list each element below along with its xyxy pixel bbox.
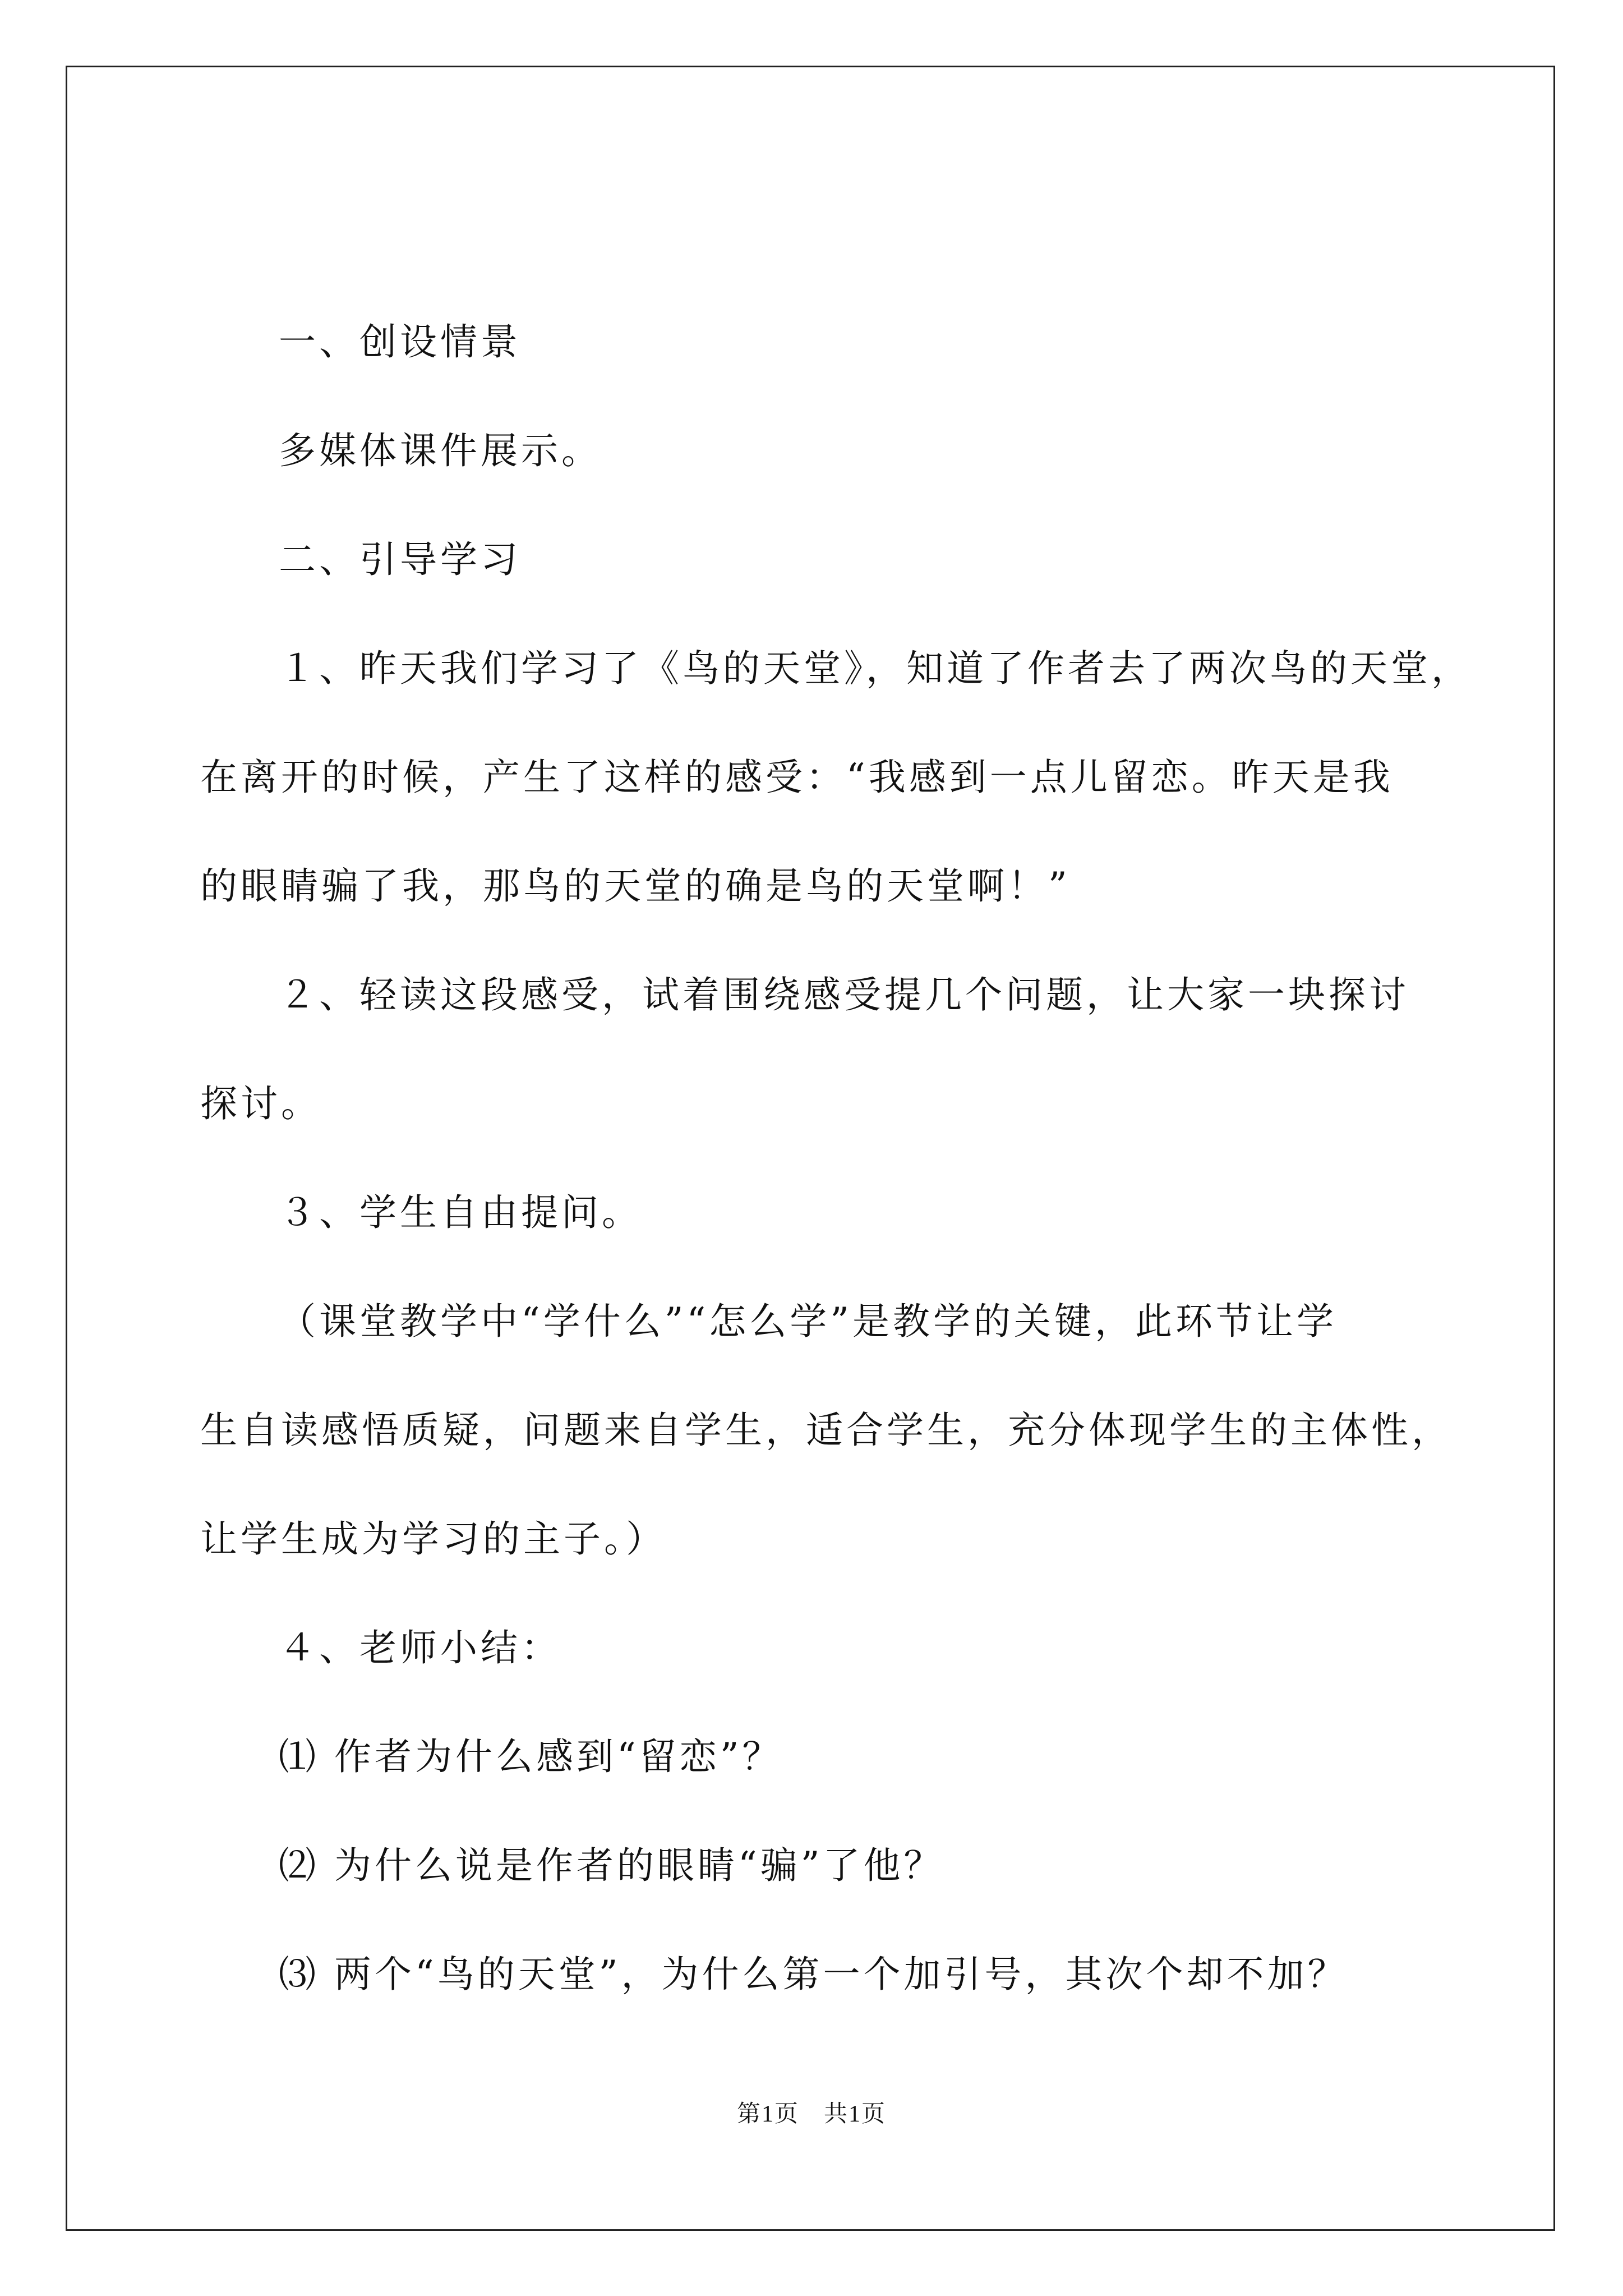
paragraph-item-1-line-3: 的眼睛骗了我，那鸟的天堂的确是鸟的天堂啊！” <box>200 864 1071 908</box>
paragraph-note-line-3: 让学生成为学习的主子。） <box>200 1517 666 1561</box>
paragraph-item-3: ３、学生自由提问。 <box>279 1191 642 1234</box>
paragraph-item-4: ４、老师小结： <box>279 1626 561 1669</box>
paragraph-note-line-1: （课堂教学中“学什么”“怎么学”是教学的关键，此环节让学 <box>279 1300 1337 1343</box>
paragraph-note-line-2: 生自读感悟质疑，问题来自学生，适合学生，充分体现学生的主体性， <box>200 1409 1452 1452</box>
document-body <box>200 314 1472 2003</box>
heading-guided-learning: 二、引导学习 <box>279 538 521 581</box>
paragraph-item-1-line-2: 在离开的时候，产生了这样的感受：“我感到一点儿留恋。昨天是我 <box>200 756 1394 799</box>
question-2: ⑵ 为什么说是作者的眼睛“骗”了他？ <box>279 1844 944 1887</box>
paragraph-multimedia: 多媒体课件展示。 <box>279 429 602 472</box>
heading-create-scene: 一、创设情景 <box>279 320 521 364</box>
question-3: ⑶ 两个“鸟的天堂”，为什么第一个加引号，其次个却不加？ <box>279 1953 1348 1996</box>
paragraph-item-1-line-1: １、昨天我们学习了《鸟的天堂》，知道了作者去了两次鸟的天堂， <box>279 647 1472 690</box>
page-footer: 第1页 共1页 <box>736 2101 886 2127</box>
paragraph-item-2-line-2: 探讨。 <box>200 1082 321 1125</box>
question-1: ⑴ 作者为什么感到“留恋”？ <box>279 1735 783 1778</box>
paragraph-item-2-line-1: ２、轻读这段感受，试着围绕感受提几个问题，让大家一块探讨 <box>279 973 1409 1016</box>
